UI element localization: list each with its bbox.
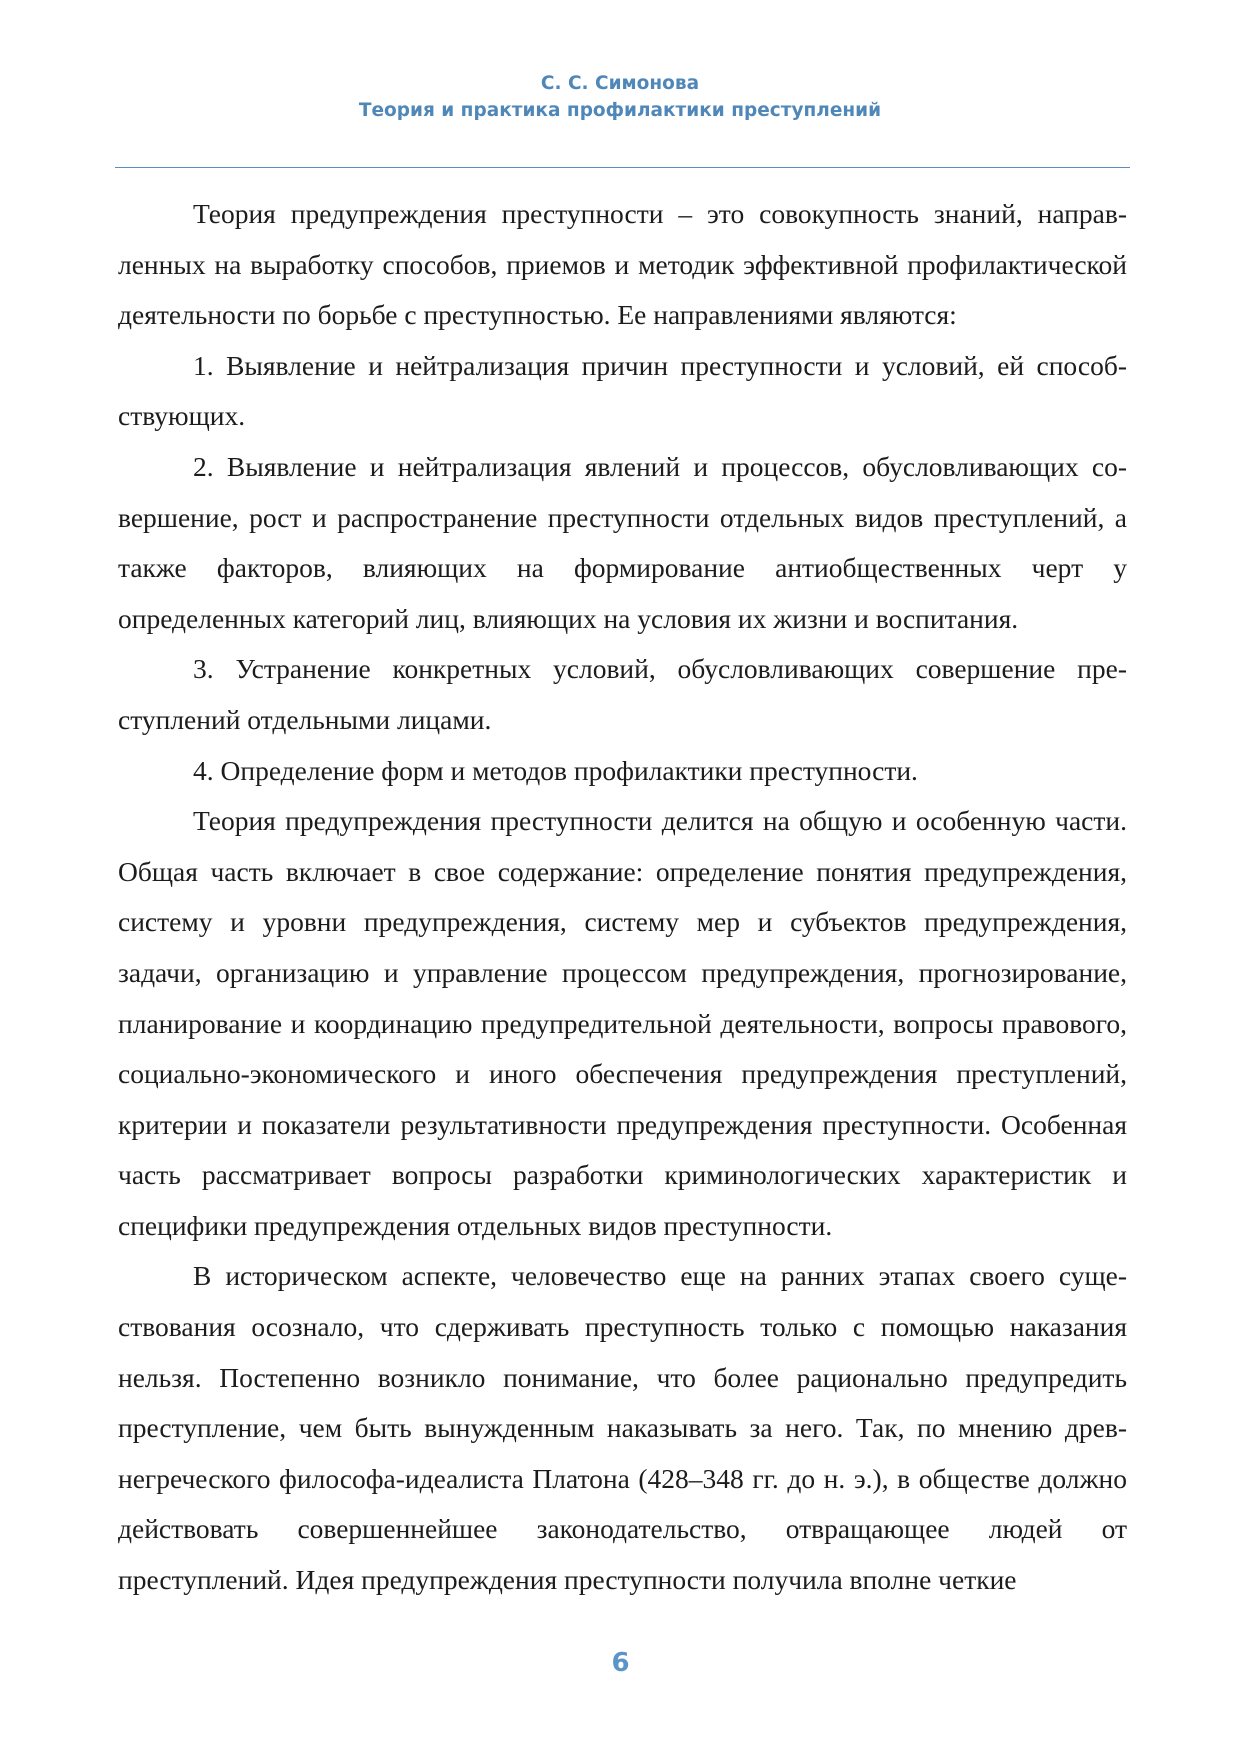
paragraph-item-1: 1. Выявление и нейтрализация причин преступности и условий, ей способствующих. <box>118 349 1127 432</box>
paragraph-item-3: 3. Устранение конкретных условий, обусловливающих совершение преступлений отдельными лицами. <box>118 653 1127 735</box>
paragraph-item-4: 4. Определение форм и методов профилактики преступности. <box>193 754 918 786</box>
page-number: 6 <box>611 1648 630 1678</box>
header-divider <box>115 167 1130 168</box>
paragraph-intro: Теория предупреждения преступности – это совокупность знаний, направленных на выработку способов, приемов и методик эффективной профилактической деятельности по борьбе с преступностью. Ее направлениями являются: <box>118 198 1127 331</box>
header-author: С. С. Симонова <box>540 73 700 94</box>
paragraph-general-special-parts: Теория предупреждения преступности делится на общую и особенную части. Общая часть включает в свое содержание: определение понятия предупреждения, систему и уровни предупреждения, систему мер и субъектов предупреждения, задачи, организацию и управление процессом предупреждения, прогнозирование, планирование и координацию предупредительной деятельности, вопросы правового, социально-экономического и иного обеспечения предупреждения преступлений, критерии и показатели результативности предупреждения преступности. Особенная часть рассматривает вопросы разработки криминологических характеристик и специфики предупреждения отдельных видов преступности. <box>118 805 1127 1241</box>
paragraph-historical-aspect: В историческом аспекте, человечество еще на ранних этапах своего существования осознало, что сдерживать преступность только с помощью наказания нельзя. Постепенно возникло понимание, что более рационально предупредить преступление, чем быть вынужденным наказывать за него. Так, по мнению древнегреческого философа-идеалиста Платона (428–348 гг. до н. э.), в обществе должно действовать совершеннейшее законодательство, отвращающее людей от преступлений. Идея предупреждения преступности получила вполне четкие <box>118 1260 1127 1596</box>
body-text <box>118 189 1127 1606</box>
header-title: Теория и практика профилактики преступлений <box>358 100 882 121</box>
paragraph-item-2: 2. Выявление и нейтрализация явлений и процессов, обусловливающих совершение, рост и распространение преступности отдельных видов преступлений, а также факторов, влияющих на формирование антиобщественных черт у определенных категорий лиц, влияющих на условия их жизни и воспитания. <box>118 450 1127 634</box>
running-header <box>115 70 1125 124</box>
